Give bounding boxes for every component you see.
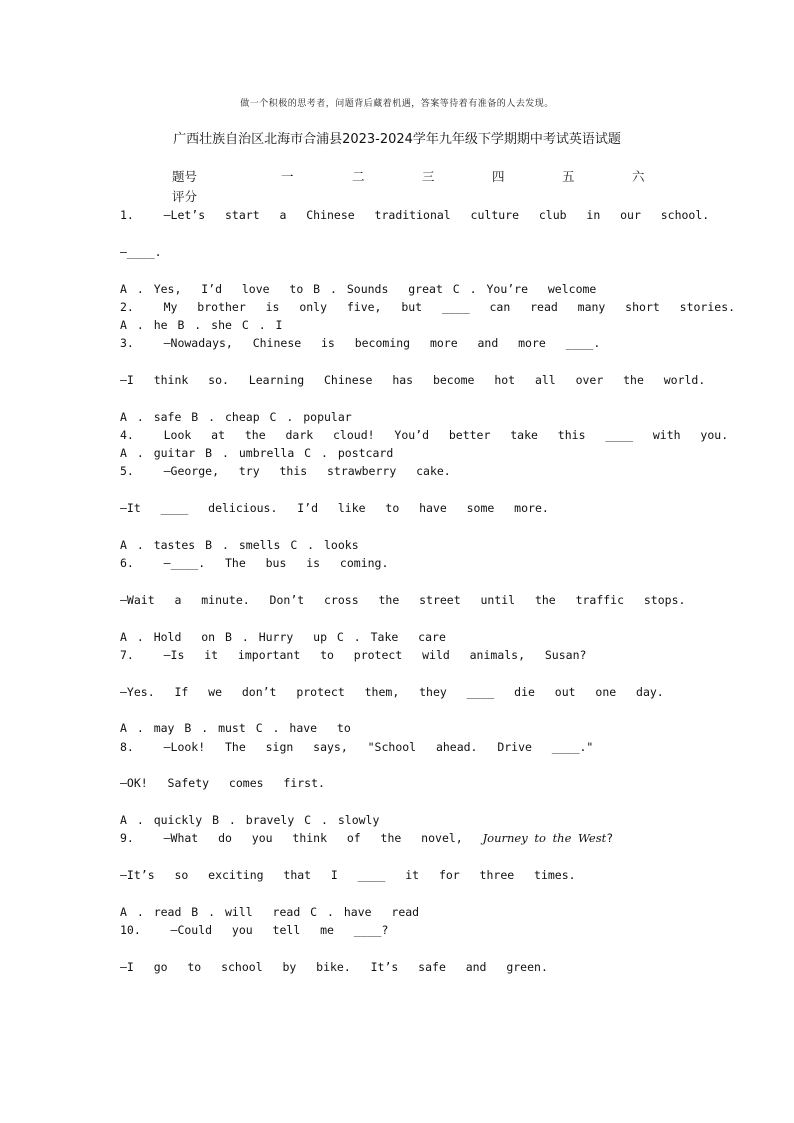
score-col-1: 一 <box>281 169 294 184</box>
question-5-stem: 5. —George, try this strawberry cake. <box>120 464 451 478</box>
question-1-options: A . Yes, I’d love to B . Sounds great C . You’re welcome <box>120 282 597 296</box>
question-7-reply: —Yes. If we don’t protect them, they ____ die out one day. <box>120 685 664 699</box>
question-2-options: A . he B . she C . I <box>120 318 283 332</box>
question-2-stem: 2. My brother is only five, but ____ can read many short stories. <box>120 300 736 314</box>
question-9-stem-prefix: 9. —What do you think of the novel, <box>120 831 483 845</box>
question-6-stem: 6. —____. The bus is coming. <box>120 556 389 570</box>
question-8-reply: —OK! Safety comes first. <box>120 776 325 790</box>
question-1-stem: 1. —Let’s start a Chinese traditional culture club in our school. <box>120 208 710 222</box>
question-1-reply: —____. <box>120 245 162 259</box>
score-table-row1-label: 题号 <box>172 169 198 184</box>
score-table-row2-label: 评分 <box>172 189 198 204</box>
score-col-5: 五 <box>562 169 575 184</box>
question-4-options: A . guitar B . umbrella C . postcard <box>120 446 394 460</box>
question-5-options: A . tastes B . smells C . looks <box>120 538 359 552</box>
question-9-reply: —It’s so exciting that I ____ it for three times. <box>120 868 576 882</box>
page-title: 广西壮族自治区北海市合浦县2023-2024学年九年级下学期期中考试英语试题 <box>173 132 621 147</box>
question-9-stem-suffix: ? <box>606 831 614 845</box>
question-9-stem <box>120 831 613 845</box>
question-3-options: A . safe B . cheap C . popular <box>120 410 352 424</box>
score-col-2: 二 <box>352 169 365 184</box>
header-motto: 做一个积极的思考者，问题背后藏着机遇，答案等待着有准备的人去发现。 <box>240 99 554 109</box>
score-col-6: 六 <box>632 169 645 184</box>
question-8-options: A . quickly B . bravely C . slowly <box>120 813 380 827</box>
question-8-stem: 8. —Look! The sign says, "School ahead. Drive ____." <box>120 740 594 754</box>
question-4-stem: 4. Look at the dark cloud! You’d better take this ____ with you. <box>120 428 729 442</box>
question-9-options: A . read B . will read C . have read <box>120 905 420 919</box>
question-6-options: A . Hold on B . Hurry up C . Take care <box>120 630 446 644</box>
question-7-stem: 7. —Is it important to protect wild animals, Susan? <box>120 648 587 662</box>
question-3-stem: 3. —Nowadays, Chinese is becoming more and more ____. <box>120 336 601 350</box>
question-9-novel-title: Journey to the West <box>482 831 607 845</box>
question-7-options: A . may B . must C . have to <box>120 721 351 735</box>
score-col-4: 四 <box>492 169 505 184</box>
question-3-reply: —I think so. Learning Chinese has become hot all over the world. <box>120 373 706 387</box>
question-10-stem: 10. —Could you tell me ____? <box>120 923 389 937</box>
question-6-reply: —Wait a minute. Don’t cross the street until the traffic stops. <box>120 593 686 607</box>
score-col-3: 三 <box>422 169 435 184</box>
question-10-reply: —I go to school by bike. It’s safe and green. <box>120 960 548 974</box>
question-5-reply: —It ____ delicious. I’d like to have some more. <box>120 501 549 515</box>
